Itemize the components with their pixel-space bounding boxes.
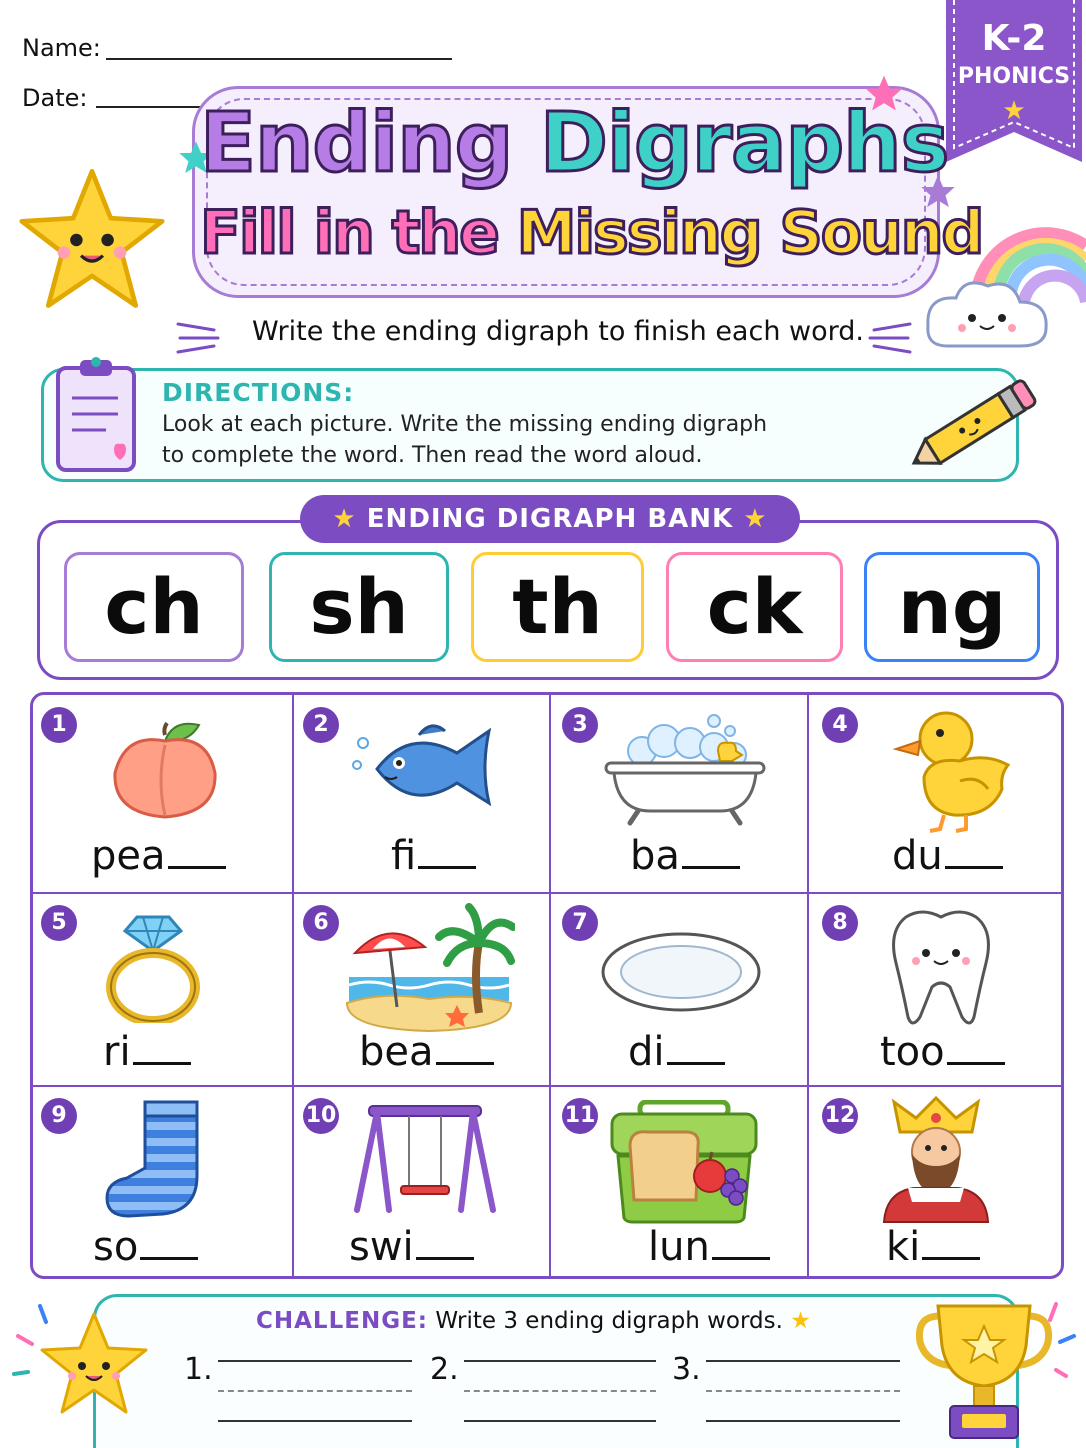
subtitle-accent-right bbox=[864, 318, 914, 354]
word-card-12 bbox=[808, 1086, 1064, 1279]
challenge-text bbox=[256, 1308, 811, 1334]
challenge-base-3 bbox=[706, 1420, 900, 1422]
word-prompt: fi bbox=[391, 833, 476, 879]
badge-subject: PHONICS bbox=[957, 64, 1071, 89]
digraph-bank-title: ENDING DIGRAPH BANK bbox=[366, 504, 734, 534]
star-icon: ★ bbox=[743, 504, 768, 534]
title-line-1 bbox=[200, 96, 949, 191]
word-prompt: lun bbox=[648, 1224, 770, 1270]
pencil-icon bbox=[900, 376, 1040, 480]
smiling-star-icon bbox=[14, 160, 170, 320]
name-line[interactable] bbox=[106, 58, 452, 60]
title-line-2 bbox=[200, 198, 983, 268]
item-number: 3 bbox=[562, 707, 598, 743]
challenge-number-1: 1. bbox=[184, 1352, 213, 1387]
answer-blank[interactable] bbox=[947, 1054, 1005, 1065]
challenge-answer-3[interactable] bbox=[706, 1360, 900, 1362]
star-icon: ★ bbox=[790, 1308, 811, 1334]
word-card-3 bbox=[550, 695, 808, 893]
bathtub-icon bbox=[602, 711, 768, 829]
word-prompt: so bbox=[93, 1224, 198, 1270]
word-card-1 bbox=[33, 695, 293, 893]
answer-blank[interactable] bbox=[436, 1054, 494, 1065]
rainbow-cloud-icon bbox=[916, 196, 1086, 366]
king-icon bbox=[878, 1096, 994, 1224]
answer-blank[interactable] bbox=[945, 858, 1003, 869]
challenge-base-2 bbox=[464, 1420, 656, 1422]
clipboard-icon bbox=[52, 354, 142, 474]
word-prompt: swi bbox=[349, 1224, 474, 1270]
item-number: 10 bbox=[303, 1098, 339, 1134]
item-number: 12 bbox=[822, 1098, 858, 1134]
word-card-8 bbox=[808, 893, 1064, 1086]
challenge-number-3: 3. bbox=[672, 1352, 701, 1387]
challenge-instruction: Write 3 ending digraph words. bbox=[435, 1308, 783, 1334]
item-number: 7 bbox=[562, 905, 598, 941]
word-card-10 bbox=[293, 1086, 550, 1279]
digraph-tile-ng: ng bbox=[864, 552, 1040, 662]
word-card-11 bbox=[550, 1086, 808, 1279]
item-number: 5 bbox=[41, 905, 77, 941]
word-prompt: ba bbox=[630, 833, 740, 879]
title-word-digraphs: Digraphs bbox=[539, 96, 949, 191]
digraph-tile-sh: sh bbox=[269, 552, 449, 662]
word-card-6 bbox=[293, 893, 550, 1086]
answer-blank[interactable] bbox=[168, 858, 226, 869]
challenge-guide-2 bbox=[464, 1390, 656, 1392]
badge-grade: K-2 bbox=[981, 18, 1047, 59]
sock-icon bbox=[101, 1098, 211, 1222]
directions-line-1: Look at each picture. Write the missing ending digraph bbox=[162, 412, 768, 437]
challenge-answer-1[interactable] bbox=[218, 1360, 412, 1362]
digraph-tile-ck: ck bbox=[666, 552, 843, 662]
dish-icon bbox=[600, 931, 762, 1013]
title-missing-sound: Missing Sound bbox=[516, 198, 983, 268]
trophy-icon bbox=[910, 1296, 1080, 1446]
tooth-icon bbox=[886, 907, 996, 1031]
answer-blank[interactable] bbox=[667, 1054, 725, 1065]
word-prompt: ri bbox=[103, 1029, 191, 1075]
duck-icon bbox=[890, 705, 1014, 835]
answer-blank[interactable] bbox=[418, 858, 476, 869]
item-number: 2 bbox=[303, 707, 339, 743]
directions-label: DIRECTIONS: bbox=[162, 378, 355, 407]
digraph-tile-th: th bbox=[471, 552, 644, 662]
answer-blank[interactable] bbox=[682, 858, 740, 869]
word-prompt: bea bbox=[359, 1029, 494, 1075]
word-prompt: ki bbox=[886, 1224, 980, 1270]
digraph-bank-label bbox=[300, 495, 800, 543]
star-icon: ★ bbox=[332, 504, 357, 534]
challenge-guide-1 bbox=[218, 1390, 412, 1392]
item-number: 6 bbox=[303, 905, 339, 941]
peach-icon bbox=[103, 711, 229, 823]
word-grid bbox=[30, 692, 1064, 1279]
lunchbox-icon bbox=[608, 1100, 760, 1224]
badge-star-icon: ★ bbox=[1002, 96, 1026, 126]
title-fill-in-the: Fill in the bbox=[200, 198, 498, 268]
fish-icon bbox=[349, 713, 509, 819]
name-label: Name: bbox=[22, 34, 101, 62]
answer-blank[interactable] bbox=[712, 1249, 770, 1260]
beach-icon bbox=[343, 903, 515, 1033]
challenge-number-2: 2. bbox=[430, 1352, 459, 1387]
answer-blank[interactable] bbox=[140, 1249, 198, 1260]
word-card-2 bbox=[293, 695, 550, 893]
date-line[interactable] bbox=[96, 106, 208, 108]
item-number: 1 bbox=[41, 707, 77, 743]
ring-icon bbox=[103, 911, 203, 1023]
word-card-9 bbox=[33, 1086, 293, 1279]
word-card-5 bbox=[33, 893, 293, 1086]
challenge-label: CHALLENGE: bbox=[256, 1308, 428, 1334]
answer-blank[interactable] bbox=[416, 1249, 474, 1260]
digraph-tile-ch: ch bbox=[64, 552, 244, 662]
subtitle: Write the ending digraph to finish each word. bbox=[252, 316, 864, 347]
word-card-4 bbox=[808, 695, 1064, 893]
date-label: Date: bbox=[22, 84, 88, 112]
challenge-base-1 bbox=[218, 1420, 412, 1422]
word-prompt: pea bbox=[91, 833, 226, 879]
smiling-star-icon bbox=[10, 1300, 170, 1448]
word-prompt: too bbox=[880, 1029, 1005, 1075]
item-number: 9 bbox=[41, 1098, 77, 1134]
answer-blank[interactable] bbox=[133, 1054, 191, 1065]
item-number: 8 bbox=[822, 905, 858, 941]
item-number: 11 bbox=[562, 1098, 598, 1134]
item-number: 4 bbox=[822, 707, 858, 743]
title-word-ending: Ending bbox=[200, 96, 513, 191]
challenge-answer-2[interactable] bbox=[464, 1360, 656, 1362]
answer-blank[interactable] bbox=[922, 1249, 980, 1260]
word-card-7 bbox=[550, 893, 808, 1086]
swing-icon bbox=[349, 1102, 501, 1214]
word-prompt: di bbox=[628, 1029, 725, 1075]
directions-line-2: to complete the word. Then read the word aloud. bbox=[162, 443, 703, 468]
word-prompt: du bbox=[892, 833, 1003, 879]
challenge-guide-3 bbox=[706, 1390, 900, 1392]
